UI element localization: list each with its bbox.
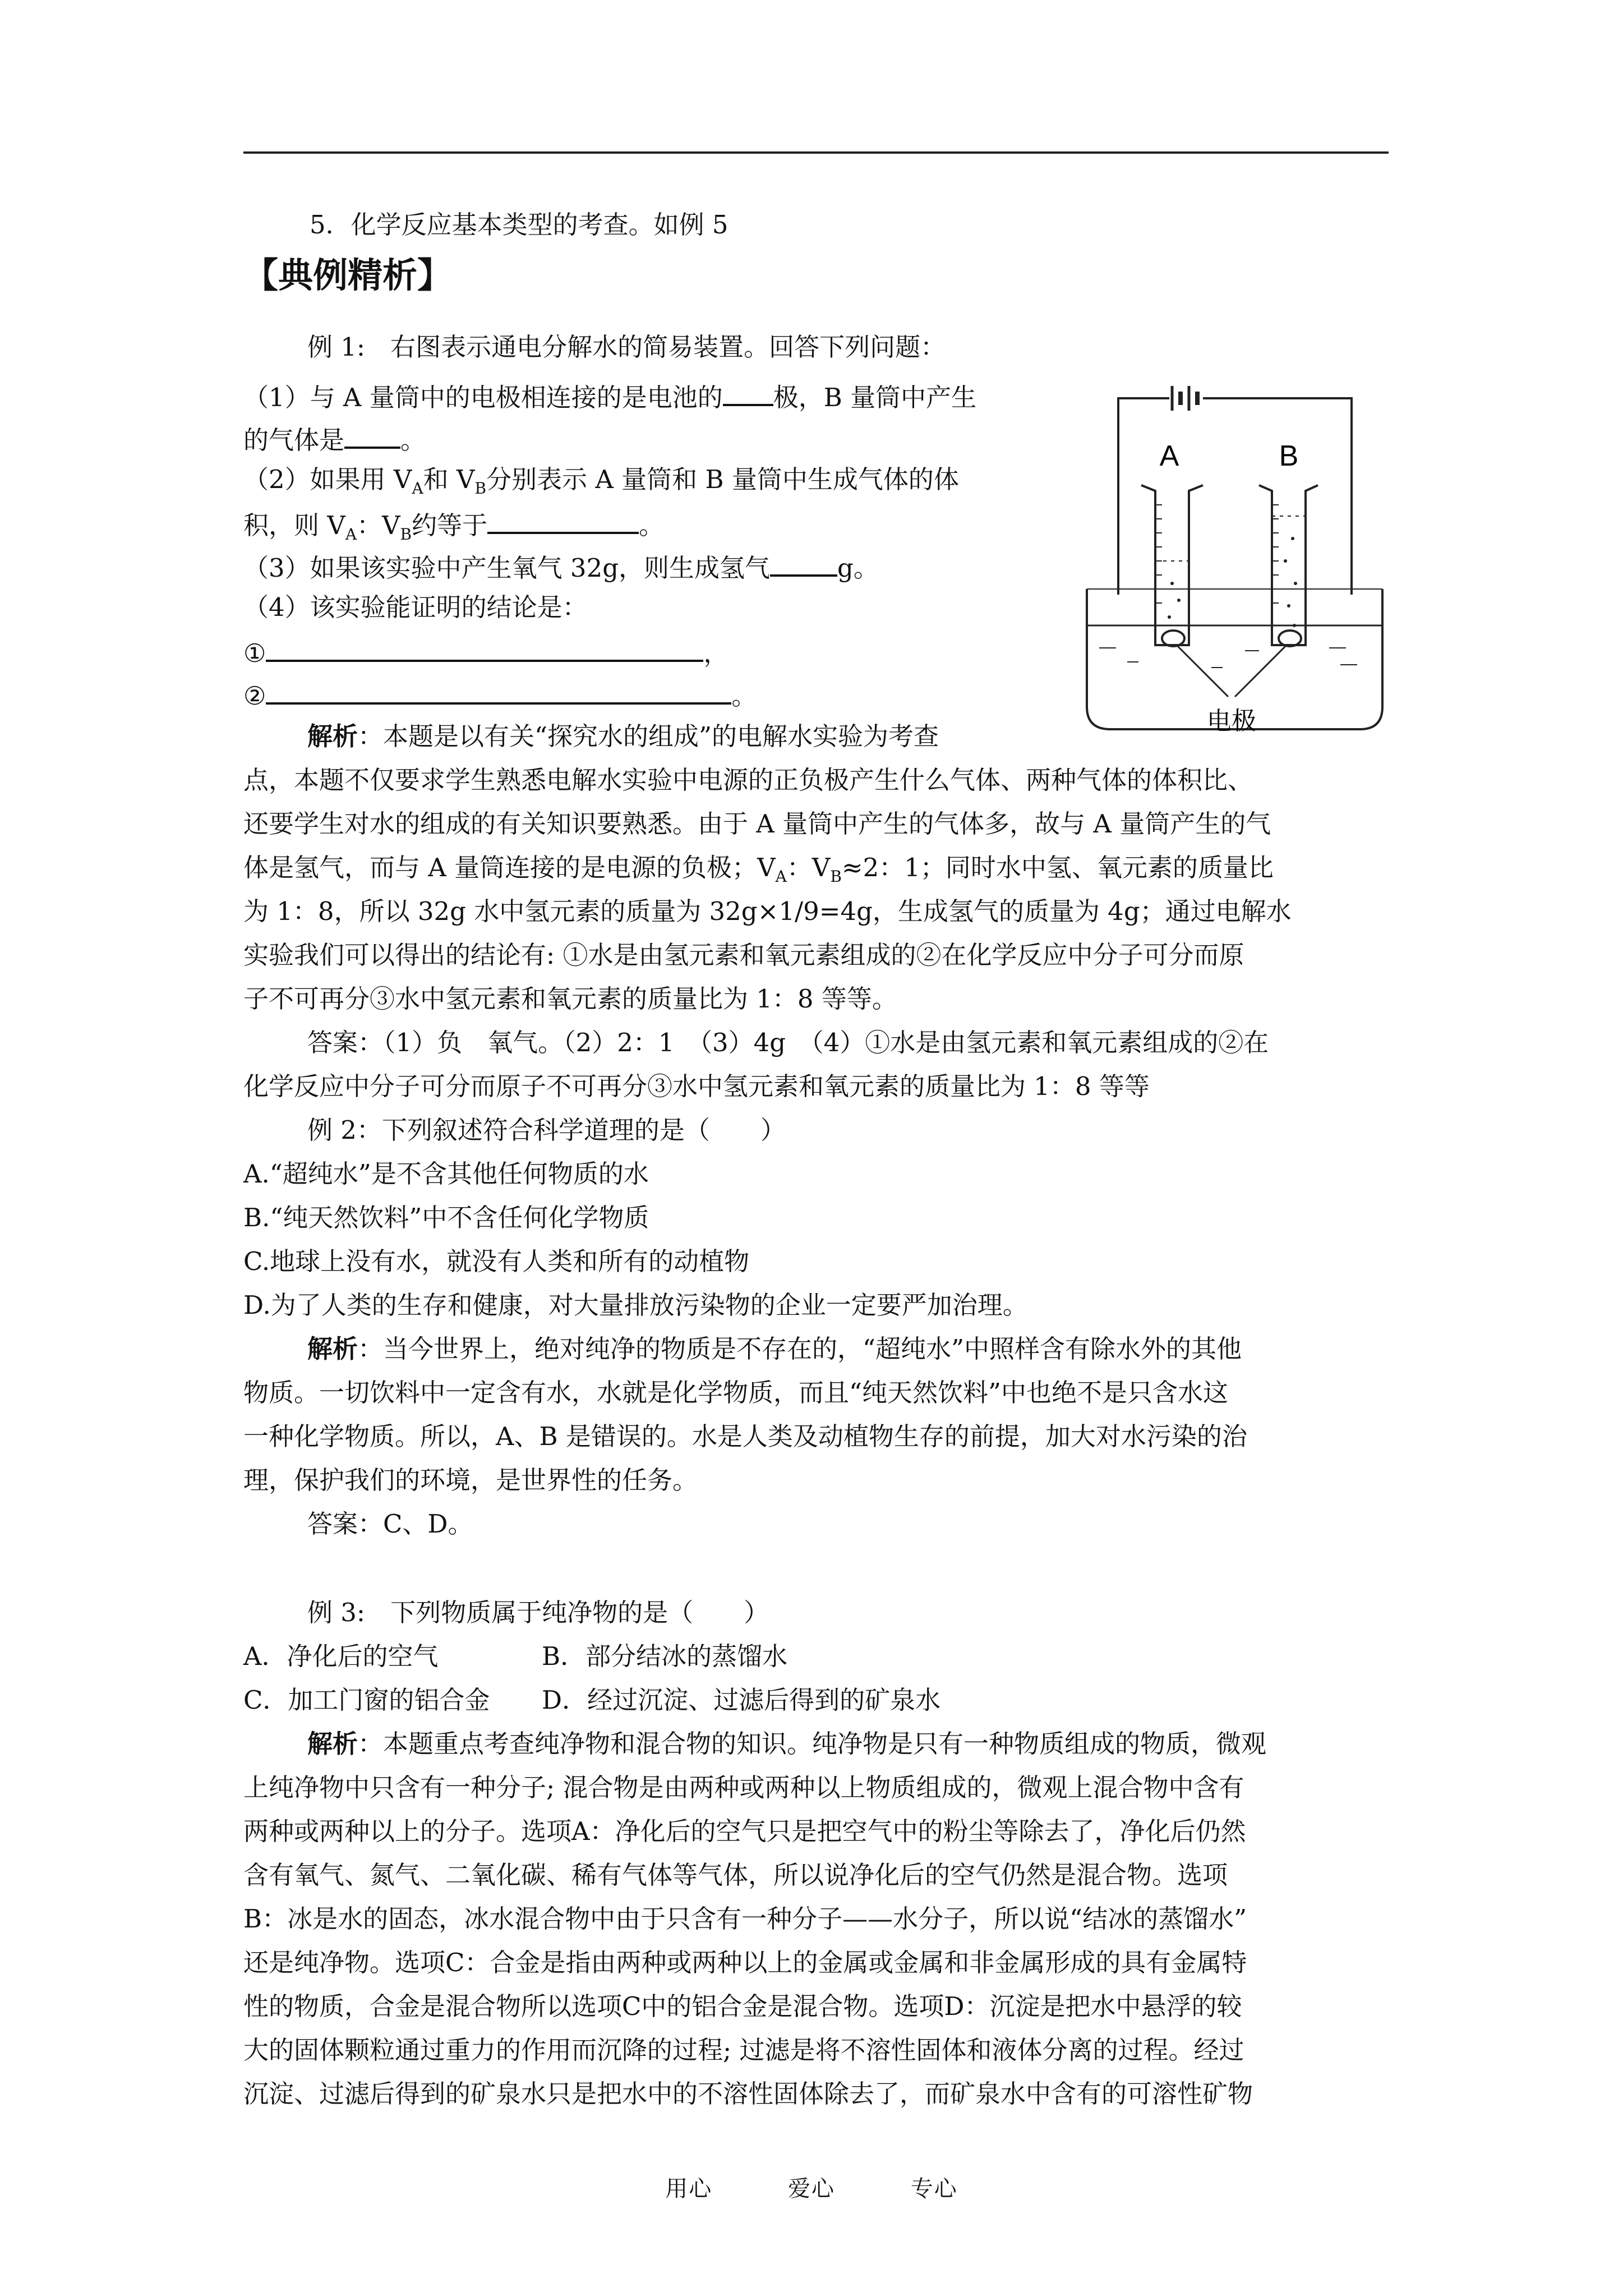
ex3-option-d: D．经过沉淀、过滤后得到的矿泉水 xyxy=(542,1685,941,1715)
ex1-conclusion-1: ① ， xyxy=(243,638,729,668)
ex3-stem: 例 3: 下列物质属于纯净物的是（ ） xyxy=(307,1598,769,1627)
ex2-analysis-line-3: 一种化学物质。所以，A、B 是错误的。水是人类及动植物生存的前提，加大对水污染的治 xyxy=(243,1421,1247,1451)
ex3-analysis-line-5: B：冰是水的固态，冰水混合物中由于只含有一种分子——水分子，所以说“结冰的蒸馏水” xyxy=(243,1904,1247,1934)
footer-word-2: 爱心 xyxy=(788,2176,835,2202)
ex1-q3: （3）如果该实验中产生氧气 32g，则生成氢气 g。 xyxy=(243,553,879,583)
ex1-analysis-line-5: 为 1：8，所以 32g 水中氢元素的质量为 32g×1/9=4g，生成氢气的质量为 4g；通过电解水 xyxy=(243,896,1292,926)
heading-item-5: 5．化学反应基本类型的考查。如例 5 xyxy=(310,210,728,240)
ex2-analysis-line-4: 理，保护我们的环境，是世界性的任务。 xyxy=(243,1465,698,1495)
answer-blank xyxy=(344,424,400,449)
ex1-answer-line-1: 答案：（1）负 氧气。（2）2：1 （3）4g （4）①水是由氢元素和氧元素组成的②在 xyxy=(307,1028,1269,1057)
ex3-analysis-line-1: 解析：本题重点考查纯净物和混合物的知识。纯净物是只有一种物质组成的物质，微观 xyxy=(307,1729,1267,1759)
answer-blank xyxy=(266,680,731,705)
ex2-option-c: C.地球上没有水，就没有人类和所有的动植物 xyxy=(243,1246,750,1276)
answer-blank xyxy=(770,552,837,577)
ex1-q2-cont: 积，则 $V_A$：$V_B$约等于 。 xyxy=(243,510,665,544)
ex3-analysis-line-4: 含有氧气、氮气、二氧化碳、稀有气体等气体，所以说净化后的空气仍然是混合物。选项 xyxy=(243,1860,1228,1890)
ex1-stem: 例 1: 右图表示通电分解水的简易装置。回答下列问题： xyxy=(307,332,946,362)
ex1-q1-cont: 的气体是 。 xyxy=(243,425,426,455)
ex3-analysis-line-6: 还是纯净物。选项C：合金是指由两种或两种以上的金属或金属和非金属形成的具有金属特 xyxy=(243,1948,1247,1977)
ex2-stem: 例 2：下列叙述符合科学道理的是（ ） xyxy=(307,1115,786,1145)
ex3-option-c: C．加工门窗的铝合金 xyxy=(243,1685,490,1715)
ex1-q4: （4）该实验能证明的结论是： xyxy=(243,592,588,622)
ex2-option-a: A.“超纯水”是不含其他任何物质的水 xyxy=(243,1159,649,1189)
ex1-conclusion-2: ② 。 xyxy=(243,681,757,711)
ex2-analysis-line-1: 解析：当今世界上，绝对纯净的物质是不存在的，“超纯水”中照样含有除水外的其他 xyxy=(307,1334,1242,1364)
ex1-q1: （1）与 A 量筒中的电极相连接的是电池的 极，B 量筒中产生 xyxy=(243,383,977,412)
header-rule xyxy=(243,151,1389,154)
ex3-analysis-line-2: 上纯净物中只含有一种分子; 混合物是由两种或两种以上物质组成的，微观上混合物中含有 xyxy=(243,1773,1244,1802)
cylinder-a-label: A xyxy=(1159,440,1179,472)
ex2-option-d: D.为了人类的生存和健康，对大量排放污染物的企业一定要严加治理。 xyxy=(243,1290,1028,1320)
ex2-answer: 答案：C、D。 xyxy=(307,1509,473,1539)
page-footer xyxy=(0,2171,1623,2203)
ex3-option-b: B．部分结冰的蒸馏水 xyxy=(542,1641,788,1671)
ex3-analysis-line-8: 大的固体颗粒通过重力的作用而沉降的过程; 过滤是将不溶性固体和液体分离的过程。经过 xyxy=(243,2035,1244,2065)
ex1-q2: （2）如果用 $V_A$和 $V_B$分别表示 A 量筒和 B 量筒中生成气体的体 xyxy=(243,464,959,498)
ex3-analysis-line-3: 两种或两种以上的分子。选项A：净化后的空气只是把空气中的粉尘等除去了，净化后仍然 xyxy=(243,1816,1246,1846)
answer-blank xyxy=(723,381,773,406)
ex1-analysis-line-6: 实验我们可以得出的结论有: ①水是由氢元素和氧元素组成的②在化学反应中分子可分而原 xyxy=(243,940,1244,970)
ex2-analysis-line-2: 物质。一切饮料中一定含有水，水就是化学物质，而且“纯天然饮料”中也绝不是只含水这 xyxy=(243,1378,1229,1407)
ex1-analysis-line-7: 子不可再分③水中氢元素和氧元素的质量比为 1：8 等等。 xyxy=(243,984,897,1014)
ex3-analysis-line-7: 性的物质，合金是混合物所以选项C中的铝合金是混合物。选项D：沉淀是把水中悬浮的较 xyxy=(243,1991,1242,2021)
section-title: 【典例精析】 xyxy=(243,255,453,296)
electrolysis-apparatus-figure xyxy=(1077,370,1391,740)
cylinder-b-label: B xyxy=(1279,440,1299,472)
footer-word-3: 专心 xyxy=(910,2176,958,2202)
answer-blank xyxy=(487,509,639,534)
ex2-option-b: B.“纯天然饮料”中不含任何化学物质 xyxy=(243,1203,649,1232)
ex1-analysis-line-2: 点，本题不仅要求学生熟悉电解水实验中电源的正负极产生什么气体、两种气体的体积比、 xyxy=(243,765,1253,795)
ex1-analysis-line-3: 还要学生对水的组成的有关知识要熟悉。由于 A 量筒中产生的气体多，故与 A 量筒产生的气 xyxy=(243,809,1271,839)
ex3-option-a: A．净化后的空气 xyxy=(243,1641,439,1671)
electrode-label: 电极 xyxy=(1207,707,1256,735)
footer-word-1: 用心 xyxy=(665,2176,713,2202)
answer-blank xyxy=(266,637,703,662)
ex3-analysis-line-9: 沉淀、过滤后得到的矿泉水只是把水中的不溶性固体除去了，而矿泉水中含有的可溶性矿物 xyxy=(243,2079,1253,2109)
ex1-answer-line-2: 化学反应中分子可分而原子不可再分③水中氢元素和氧元素的质量比为 1：8 等等 xyxy=(243,1071,1150,1101)
ex1-analysis-line-1: 解析：本题是以有关“探究水的组成”的电解水实验为考查 xyxy=(307,721,939,751)
ex1-analysis-line-4: 体是氢气，而与 A 量筒连接的是电源的负极；$V_A$：$V_B\approx 2$：1；同时水中氢、氧元素的质量比 xyxy=(243,853,1274,886)
